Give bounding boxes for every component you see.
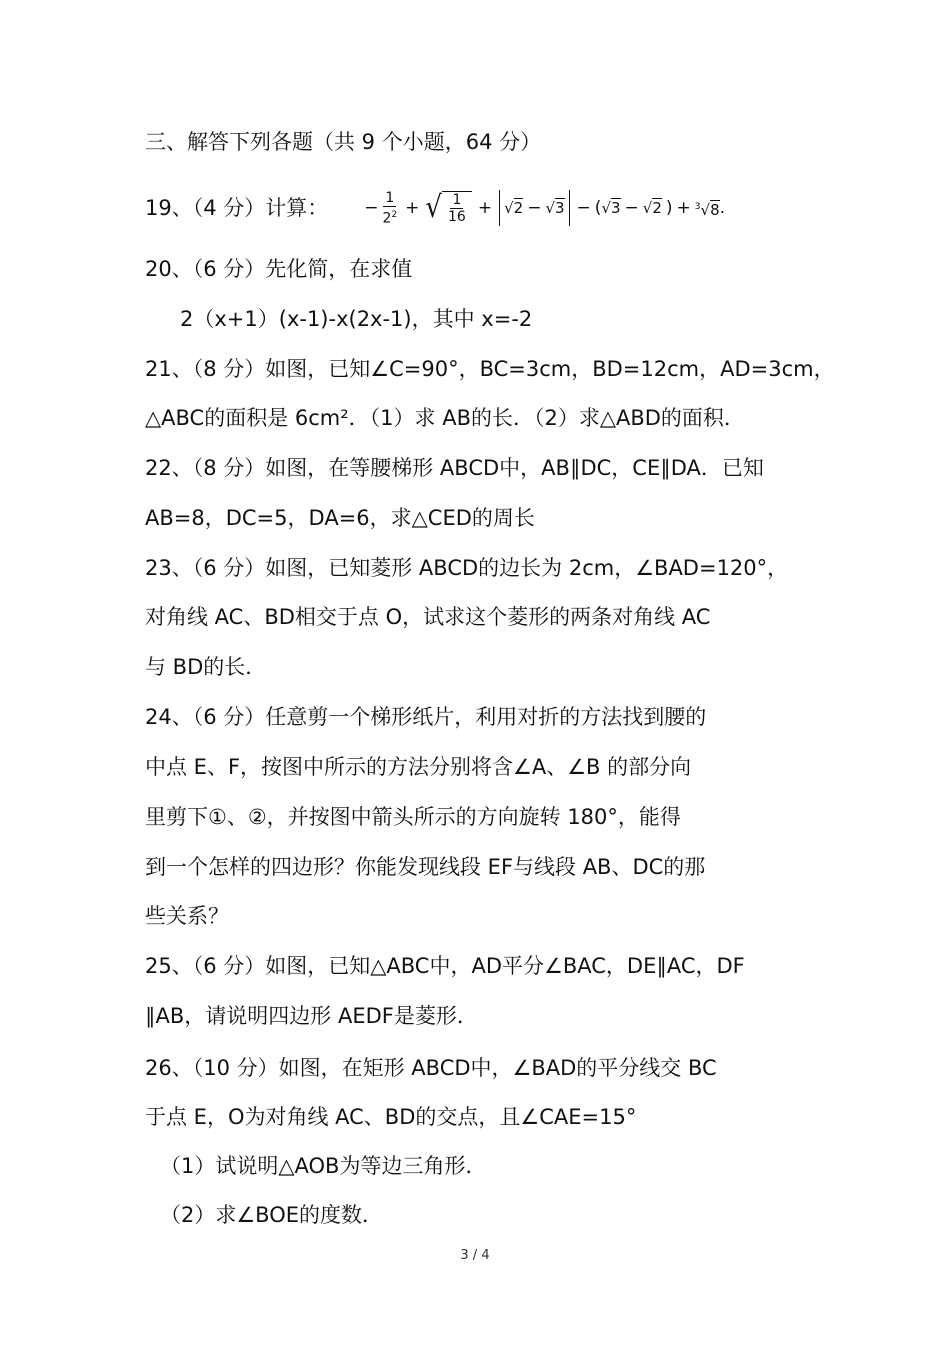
problem-21-line-2: △ABC的面积是 6cm²．（1）求 AB的长．（2）求△ABD的面积．	[145, 406, 745, 430]
problem-20-expression: 2（x+1）(x-1)-x(2x-1)，其中 x=-2	[180, 307, 533, 331]
problem-25-line-2: ∥AB，请说明四边形 AEDF是菱形．	[145, 1004, 478, 1028]
fraction-1-denominator: $2^2$	[382, 210, 398, 227]
problem-23-line-3: 与 BD的长．	[145, 655, 267, 679]
problem-24-line-3: 里剪下①、②，并按图中箭头所示的方向旋转 180°，能得	[145, 805, 681, 829]
problem-19-label: 19、（4 分）计算：	[145, 196, 329, 221]
problem-22-line-2: AB=8，DC=5，DA=6，求△CED的周长	[145, 506, 535, 530]
expression-19: − $\frac{1}{2^2}$ + √ $\frac{1}{16}$ + √2 − √3 − ( √3 − √2 ) + $^3$√8 .	[364, 190, 726, 227]
fraction-2-numerator: 1	[452, 192, 462, 209]
problem-26-part-1: （1）试说明△AOB为等边三角形．	[160, 1154, 487, 1178]
section-heading: 三、解答下列各题（共 9 个小题，64 分）	[145, 130, 542, 154]
problem-22-line-1: 22、（8 分）如图，在等腰梯形 ABCD中，AB∥DC，CE∥DA．已知	[145, 456, 764, 480]
fraction-1-numerator: 1	[385, 190, 395, 206]
problem-24-line-1: 24、（6 分）任意剪一个梯形纸片，利用对折的方法找到腰的	[145, 705, 707, 729]
problem-25-line-1: 25、（6 分）如图，已知△ABC中，AD平分∠BAC，DE∥AC，DF	[145, 954, 745, 978]
problem-24-line-2: 中点 E、F，按图中所示的方法分别将含∠A、∠B 的部分向	[145, 755, 692, 779]
fraction-2-denominator: 16	[448, 209, 466, 226]
problem-20: 20、（6 分）先化简，在求值	[145, 257, 413, 281]
absolute-value: √2 − √3	[499, 190, 569, 226]
problem-24-line-5: 些关系？	[145, 904, 229, 928]
sqrt-2b: 2	[652, 199, 662, 218]
problem-23-line-1: 23、（6 分）如图，已知菱形 ABCD的边长为 2cm，∠BAD=120°，	[145, 556, 789, 580]
sqrt-2: 2	[513, 199, 524, 218]
problem-23-line-2: 对角线 AC、BD相交于点 O，试求这个菱形的两条对角线 AC	[145, 605, 711, 629]
problem-24-line-4: 到一个怎样的四边形？你能发现线段 EF与线段 AB、DC的那	[145, 855, 706, 879]
fraction-1	[381, 190, 400, 227]
problem-26-line-2: 于点 E，O为对角线 AC、BD的交点，且∠CAE=15°	[145, 1105, 637, 1129]
sqrt-fraction: √ $\frac{1}{16}$	[425, 191, 471, 225]
page-number: 3 / 4	[460, 1248, 490, 1263]
plus-sign: +	[477, 198, 493, 219]
cube-root-8: $^3$√8	[694, 200, 720, 219]
fraction-2	[446, 192, 468, 225]
sqrt-3: 3	[555, 199, 565, 218]
plus-sign: +	[405, 198, 420, 219]
problem-26-line-1: 26、（10 分）如图，在矩形 ABCD中，∠BAD的平分线交 BC	[145, 1056, 717, 1080]
minus-sign: −	[364, 198, 379, 219]
problem-26-part-2: （2）求∠BOE的度数．	[160, 1203, 384, 1227]
sqrt-3b: 3	[611, 199, 621, 218]
problem-19	[145, 190, 810, 227]
problem-21-line-1: 21、（8 分）如图，已知∠C=90°，BC=3cm，BD=12cm，AD=3cm，	[145, 357, 835, 381]
